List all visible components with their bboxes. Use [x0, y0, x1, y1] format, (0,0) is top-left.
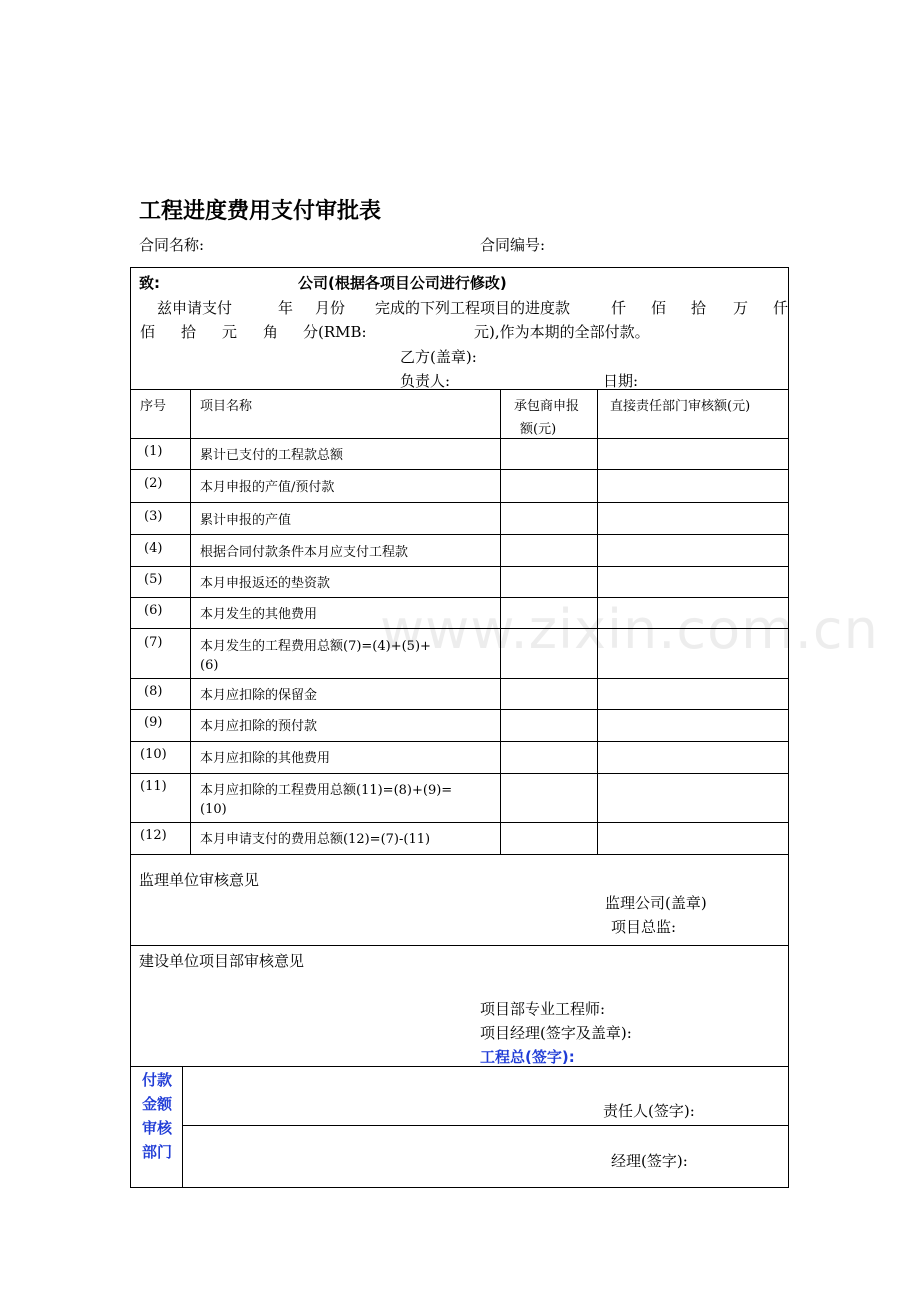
request-text: 兹申请支付 — [157, 299, 233, 317]
header-item-name: 项目名称 — [200, 399, 253, 414]
amount-unit: 仟 — [611, 299, 627, 317]
row-no: (4) — [144, 541, 163, 556]
row-no: (2) — [144, 476, 163, 491]
row-no: (10) — [140, 747, 167, 762]
request-text: 年 — [278, 299, 294, 317]
full-payment-text: 元),作为本期的全部付款。 — [474, 323, 650, 341]
row-item: 本月应扣除的工程费用总额(11)=(8)+(9)= — [200, 783, 453, 798]
amount-unit: 拾 — [181, 323, 197, 341]
row-no: (8) — [144, 684, 163, 699]
row-no: (12) — [140, 828, 167, 843]
row-item: 本月申报的产值/预付款 — [200, 480, 335, 495]
row-no: (3) — [144, 509, 163, 524]
row-no: (11) — [140, 779, 167, 794]
payment-manager-label: 经理(签字): — [611, 1152, 688, 1170]
supervision-company-seal: 监理公司(盖章) — [605, 894, 707, 912]
payment-responsible-label: 责任人(签字): — [603, 1102, 695, 1120]
request-text: 月份 — [315, 299, 346, 317]
watermark: www.zixin.com.cn — [380, 598, 879, 661]
rmb-label: 分(RMB: — [303, 323, 367, 341]
header-contractor-amount: 承包商申报 — [514, 399, 580, 414]
chief-engineer-label: 工程总(签字): — [480, 1048, 575, 1066]
to-company: 公司(根据各项目公司进行修改) — [298, 274, 507, 292]
header-dept-amount: 直接责任部门审核额(元) — [610, 399, 751, 414]
header-no: 序号 — [140, 399, 167, 414]
amount-unit: 佰 — [140, 323, 156, 341]
contract-no-label: 合同编号: — [480, 236, 546, 254]
responsible-person: 负责人: — [400, 372, 451, 390]
project-manager-label: 项目经理(签字及盖章): — [480, 1024, 632, 1042]
row-item: 累计已支付的工程款总额 — [200, 448, 344, 463]
amount-unit: 万 — [733, 299, 749, 317]
row-item-cont: (6) — [200, 658, 219, 673]
request-text: 完成的下列工程项目的进度款 — [375, 299, 571, 317]
row-item: 本月应扣除的其他费用 — [200, 751, 331, 766]
row-no: (6) — [144, 603, 163, 618]
party-b-seal: 乙方(盖章): — [400, 348, 477, 366]
row-no: (1) — [144, 444, 163, 459]
amount-unit: 仟 — [773, 299, 789, 317]
row-item: 累计申报的产值 — [200, 513, 292, 528]
amount-unit: 拾 — [691, 299, 707, 317]
row-item: 本月申报返还的垫资款 — [200, 576, 331, 591]
row-no: (5) — [144, 572, 163, 587]
document-title: 工程进度费用支付审批表 — [139, 199, 382, 224]
row-item-cont: (10) — [200, 802, 227, 817]
project-chief-supervisor: 项目总监: — [611, 918, 677, 936]
row-item: 本月申请支付的费用总额(12)=(7)-(11) — [200, 832, 431, 847]
row-item: 根据合同付款条件本月应支付工程款 — [200, 545, 409, 560]
header-contractor-amount-unit: 额(元) — [520, 422, 557, 437]
amount-unit: 角 — [263, 323, 279, 341]
project-engineer-label: 项目部专业工程师: — [480, 1000, 606, 1018]
supervision-heading: 监理单位审核意见 — [139, 871, 260, 889]
row-item: 本月应扣除的预付款 — [200, 719, 318, 734]
row-item: 本月发生的工程费用总额(7)=(4)+(5)+ — [200, 639, 431, 654]
construction-heading: 建设单位项目部审核意见 — [139, 952, 305, 970]
date-label: 日期: — [603, 372, 639, 390]
row-item: 本月发生的其他费用 — [200, 607, 318, 622]
payment-review-dept-label: 付款 金额 审核 部门 — [141, 1071, 172, 1161]
amount-unit: 元 — [222, 323, 238, 341]
contract-name-label: 合同名称: — [139, 236, 205, 254]
to-label: 致: — [139, 274, 160, 292]
row-no: (9) — [144, 715, 163, 730]
amount-unit: 佰 — [651, 299, 667, 317]
row-item: 本月应扣除的保留金 — [200, 688, 318, 703]
row-no: (7) — [144, 635, 163, 650]
